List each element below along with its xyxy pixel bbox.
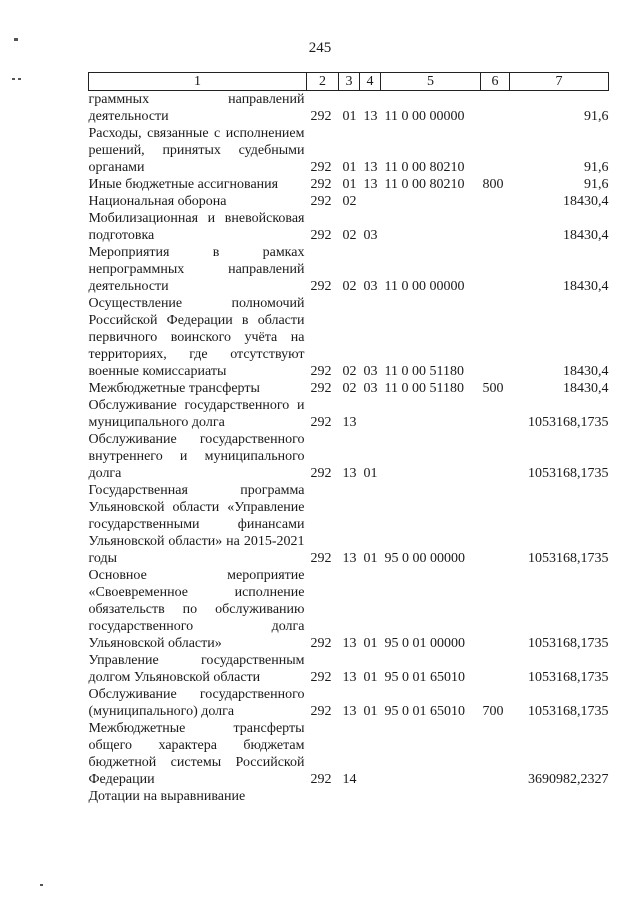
row-section-code: 01 (342, 109, 357, 124)
row-name: Управление государственным долгом Ульяновской области (88, 653, 305, 685)
table-row (89, 380, 609, 397)
row-name: Межбюджетные трансферты (88, 381, 260, 396)
row-target-article-code (381, 720, 481, 788)
row-target-article-code: 95 0 01 65010 (384, 704, 465, 719)
row-expense-type-code (481, 567, 510, 652)
row-administrator-code: 292 (310, 704, 332, 719)
row-amount: 18430,4 (563, 364, 609, 379)
row-subsection-code (360, 720, 381, 788)
row-section-code: 13 (342, 670, 357, 685)
row-section-code: 02 (342, 279, 357, 294)
table-row (89, 193, 609, 210)
row-expense-type-code: 500 (482, 381, 504, 396)
table-row (89, 295, 609, 380)
row-amount: 1053168,1735 (528, 670, 609, 685)
row-name: граммных направлений деятельности (88, 92, 305, 124)
row-target-article-code (381, 397, 481, 431)
row-expense-type-code (481, 91, 510, 126)
row-target-article-code (381, 210, 481, 244)
row-subsection-code: 13 (363, 109, 378, 124)
row-section-code: 13 (342, 466, 357, 481)
page-number: 245 (308, 40, 332, 56)
row-section-code: 01 (342, 177, 357, 192)
row-subsection-code (360, 397, 381, 431)
row-administrator-code: 292 (310, 670, 332, 685)
table-row (89, 431, 609, 482)
column-header: 4 (360, 73, 381, 91)
row-administrator-code: 292 (310, 228, 332, 243)
row-amount: 1053168,1735 (528, 551, 609, 566)
row-administrator-code: 292 (310, 772, 332, 787)
row-amount: 91,6 (584, 177, 609, 192)
row-administrator-code: 292 (310, 466, 332, 481)
table-row (89, 652, 609, 686)
row-amount: 91,6 (584, 109, 609, 124)
row-expense-type-code (481, 295, 510, 380)
row-name: Мобилизационная и вневойсковая подготовка (88, 211, 305, 243)
row-expense-type-code (481, 482, 510, 567)
row-name: Обслуживание государственного внутреннего и муниципального долга (88, 432, 305, 481)
row-expense-type-code: 700 (482, 704, 504, 719)
row-expense-type-code (481, 788, 510, 805)
row-section-code: 02 (342, 381, 357, 396)
table-row (89, 91, 609, 126)
row-section-code: 02 (342, 228, 357, 243)
table-header-row (89, 73, 609, 91)
row-section-code: 14 (342, 772, 357, 787)
table-row (89, 482, 609, 567)
row-expense-type-code (481, 431, 510, 482)
column-header: 6 (481, 73, 510, 91)
row-subsection-code: 03 (363, 279, 378, 294)
row-expense-type-code (481, 652, 510, 686)
column-header: 5 (381, 73, 481, 91)
row-subsection-code: 03 (363, 228, 378, 243)
row-administrator-code (307, 788, 339, 805)
row-subsection-code: 13 (363, 160, 378, 175)
row-name: Межбюджетные трансферты общего характера бюджетам бюджетной системы Российской Федерации (88, 721, 305, 787)
row-section-code: 02 (342, 194, 357, 209)
row-target-article-code: 95 0 00 00000 (384, 551, 465, 566)
row-target-article-code: 11 0 00 51180 (384, 381, 464, 396)
row-target-article-code: 95 0 01 65010 (384, 670, 465, 685)
row-name: Обслуживание государственного и муниципального долга (88, 398, 305, 430)
row-amount: 18430,4 (563, 381, 609, 396)
row-section-code: 13 (342, 551, 357, 566)
row-section-code: 13 (342, 415, 357, 430)
row-amount: 18430,4 (563, 228, 609, 243)
row-name: Дотации на выравнивание (88, 789, 246, 804)
row-target-article-code: 11 0 00 00000 (384, 279, 465, 294)
row-administrator-code: 292 (310, 279, 332, 294)
column-header: 2 (307, 73, 339, 91)
row-subsection-code: 01 (363, 466, 378, 481)
scan-artifact-mark (40, 884, 43, 886)
row-expense-type-code (481, 210, 510, 244)
row-subsection-code (360, 788, 381, 805)
row-amount: 1053168,1735 (528, 636, 609, 651)
row-expense-type-code (481, 244, 510, 295)
row-administrator-code: 292 (310, 636, 332, 651)
row-target-article-code (381, 431, 481, 482)
row-section-code (339, 788, 360, 805)
row-section-code: 02 (342, 364, 357, 379)
row-name: Национальная оборона (88, 194, 227, 209)
row-expense-type-code (481, 125, 510, 176)
row-subsection-code: 03 (363, 364, 378, 379)
table-body (89, 91, 609, 806)
row-subsection-code (360, 193, 381, 210)
row-target-article-code (381, 788, 481, 805)
row-subsection-code: 01 (363, 704, 378, 719)
table-row (89, 686, 609, 720)
row-subsection-code: 13 (363, 177, 378, 192)
table-row (89, 567, 609, 652)
row-amount: 1053168,1735 (528, 704, 609, 719)
row-section-code: 01 (342, 160, 357, 175)
table-row (89, 244, 609, 295)
row-expense-type-code (481, 720, 510, 788)
row-administrator-code: 292 (310, 177, 332, 192)
row-amount: 3690982,2327 (528, 772, 609, 787)
column-header: 1 (89, 73, 307, 91)
row-target-article-code (381, 193, 481, 210)
row-administrator-code: 292 (310, 194, 332, 209)
row-subsection-code: 03 (363, 381, 378, 396)
row-subsection-code: 01 (363, 670, 378, 685)
column-header: 3 (339, 73, 360, 91)
row-name: Основное мероприятие «Своевременное исполнение обязательств по обслуживанию государственного долга Ульяновской области» (88, 568, 305, 651)
table-row (89, 125, 609, 176)
table-row (89, 788, 609, 805)
row-target-article-code: 11 0 00 51180 (384, 364, 464, 379)
row-subsection-code: 01 (363, 636, 378, 651)
row-amount: 1053168,1735 (528, 415, 609, 430)
row-administrator-code: 292 (310, 551, 332, 566)
row-name: Обслуживание государственного (муниципального) долга (88, 687, 305, 719)
row-subsection-code: 01 (363, 551, 378, 566)
row-target-article-code: 11 0 00 80210 (384, 160, 465, 175)
row-name: Расходы, связанные с исполнением решений, принятых судебными органами (88, 126, 305, 175)
row-administrator-code: 292 (310, 415, 332, 430)
budget-table (88, 72, 609, 805)
row-amount: 18430,4 (563, 279, 609, 294)
row-target-article-code: 11 0 00 80210 (384, 177, 465, 192)
row-name: Государственная программа Ульяновской области «Управление государственными финансами Ульяновской области» на 2015-2021 годы (88, 483, 305, 566)
row-amount (510, 788, 609, 805)
scan-artifact-mark (12, 78, 15, 80)
row-name: Осуществление полномочий Российской Федерации в области первичного воинского учёта на территориях, где отсутствуют военные комиссариаты (88, 296, 305, 379)
row-administrator-code: 292 (310, 109, 332, 124)
column-header: 7 (510, 73, 609, 91)
row-expense-type-code (481, 397, 510, 431)
row-name: Мероприятия в рамках непрограммных направлений деятельности (88, 245, 305, 294)
row-amount: 91,6 (584, 160, 609, 175)
row-name: Иные бюджетные ассигнования (88, 177, 279, 192)
row-amount: 1053168,1735 (528, 466, 609, 481)
row-expense-type-code (481, 193, 510, 210)
row-administrator-code: 292 (310, 160, 332, 175)
row-amount: 18430,4 (563, 194, 609, 209)
row-section-code: 13 (342, 636, 357, 651)
table-row (89, 176, 609, 193)
table-row (89, 210, 609, 244)
row-target-article-code: 95 0 01 00000 (384, 636, 465, 651)
row-section-code: 13 (342, 704, 357, 719)
table-row (89, 720, 609, 788)
row-expense-type-code: 800 (482, 177, 504, 192)
scan-artifact-mark (18, 78, 21, 80)
row-administrator-code: 292 (310, 381, 332, 396)
row-target-article-code: 11 0 00 00000 (384, 109, 465, 124)
row-administrator-code: 292 (310, 364, 332, 379)
table-row (89, 397, 609, 431)
